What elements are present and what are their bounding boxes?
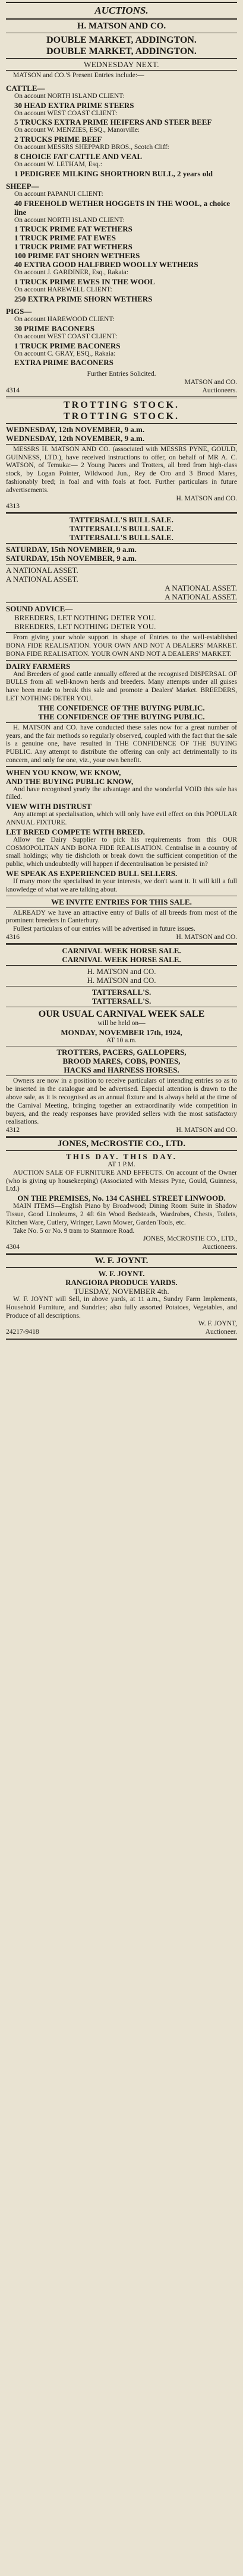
signoff-role: Auctioneers. bbox=[202, 386, 237, 394]
know-line: WHEN YOU KNOW, WE KNOW, bbox=[6, 767, 121, 777]
signoff-firm: MATSON and CO. bbox=[184, 379, 237, 386]
asset-line: A NATIONAL ASSET. bbox=[6, 575, 78, 584]
list-item: On account PAPANUI CLIENT: bbox=[14, 190, 103, 198]
divider bbox=[6, 722, 237, 723]
list-item: 40 FREEHOLD WETHER HOGGETS IN THE WOOL, a choice line bbox=[14, 198, 230, 217]
trotting-date: WEDNESDAY, 12th NOVEMBER, 9 a.m. bbox=[6, 424, 145, 434]
carnival-body: Owners are now in a position to receive particulars of intending entries so as to be inserted in the catalogue and be advertised. Especial attention is drawn to the above sale, as it is recognised as an annual fixture and is always held at the time of the Carnival Meeting, bringing together an extraordinarily wide competition in buyers, and the ready responses have provided sellers with the most satisfactory realisations. bbox=[6, 1077, 237, 1126]
list-item: On account HAREWOOD CLIENT: bbox=[14, 315, 115, 323]
bull-sale-title: TATTERSALL'S BULL SALE. bbox=[70, 515, 173, 525]
invite-line: WE INVITE ENTRIES FOR THIS SALE. bbox=[51, 897, 192, 906]
carnival-place: TATTERSALL'S. bbox=[91, 996, 152, 1005]
carnival-stock: BROOD MARES, COBS, PONIES, bbox=[62, 1057, 181, 1066]
section-heading: AUCTIONS. bbox=[94, 5, 149, 16]
list-item: EXTRA PRIME BACONERS bbox=[14, 358, 113, 367]
asset-line: A NATIONAL ASSET. bbox=[6, 566, 78, 575]
list-item: 1 PEDIGREE MILKING SHORTHORN BULL, 2 years old bbox=[14, 169, 213, 178]
joynt-sub: W. F. JOYNT. bbox=[98, 1268, 145, 1278]
jones-day: THIS DAY. THIS DAY. bbox=[66, 1152, 177, 1162]
bull-body-para: Any attempt at specialisation, which will only have evil effect on this POPULAR ANNUAL FIXTURE. bbox=[6, 811, 237, 827]
sheep-list bbox=[6, 191, 237, 303]
list-item: 1 TRUCK PRIME FAT WETHERS bbox=[14, 242, 132, 252]
divider bbox=[6, 444, 237, 445]
bull-sale-date: SATURDAY, 15th NOVEMBER, 9 a.m. bbox=[6, 554, 137, 563]
ad-ref-number: 4313 bbox=[6, 503, 20, 510]
bull-body-para: If many more the specialised in your interests, we don't want it. It will kill a full knowledge of what we are talking about. bbox=[6, 878, 237, 893]
advice-line: BREEDERS, LET NOTHING DETER YOU. bbox=[14, 613, 156, 623]
market-line: DOUBLE MARKET, ADDINGTON. bbox=[46, 35, 197, 45]
confidence-line: THE CONFIDENCE OF THE BUYING PUBLIC. bbox=[38, 703, 205, 712]
pigs-heading: PIGS— bbox=[6, 306, 32, 316]
cattle-list bbox=[6, 93, 237, 178]
jones-time: AT 1 P.M. bbox=[108, 1161, 135, 1169]
list-item: 1 TRUCK PRIME FAT WETHERS bbox=[14, 224, 132, 234]
signoff-firm: H. MATSON and CO. bbox=[176, 494, 237, 502]
carnival-horse-sale-ad bbox=[6, 946, 237, 1135]
divider bbox=[6, 965, 237, 966]
list-item: On account HAREWELL CLIENT: bbox=[14, 286, 112, 294]
bull-body-para: From giving your whole support in shape of Entries to the well-established BONA FIDE REALISATION. YOUR OWN AND NOT A DEALERS' MARKET. BONA FIDE REALISATION. YOUR OWN AND NOT A DEALERS' MARKET. bbox=[6, 634, 237, 658]
signoff-row bbox=[6, 1328, 237, 1337]
know-line: AND THE BUYING PUBLIC KNOW, bbox=[6, 776, 134, 786]
carnival-date: MONDAY, NOVEMBER 17th, 1924, bbox=[61, 1027, 182, 1037]
divider bbox=[6, 1150, 237, 1151]
trotting-title: TROTTING STOCK. bbox=[64, 399, 179, 410]
list-item: On account J. GARDINER, Esq., Rakaia: bbox=[14, 269, 128, 277]
firm-name: H. MATSON AND CO. bbox=[77, 21, 166, 31]
experienced-line: WE SPEAK AS EXPERIENCED BULL SELLERS. bbox=[6, 869, 178, 878]
list-item: 8 CHOICE FAT CATTLE AND VEAL bbox=[14, 151, 143, 161]
sheep-heading: SHEEP— bbox=[6, 181, 39, 191]
signoff-role: Auctioneers. bbox=[202, 1243, 237, 1251]
carnival-stock: TROTTERS, PACERS, GALLOPERS, bbox=[56, 1048, 187, 1057]
matson-sale-ad bbox=[6, 21, 237, 395]
cattle-heading: CATTLE— bbox=[6, 83, 45, 93]
divider bbox=[6, 1267, 237, 1268]
signoff-role: Auctioneer. bbox=[205, 1328, 237, 1336]
jones-tram: Take No. 5 or No. 9 tram to Stanmore Road. bbox=[13, 1227, 135, 1235]
dairy-heading: DAIRY FARMERS bbox=[6, 661, 71, 671]
signoff-firm: JONES, McCROSTIE CO., LTD., bbox=[143, 1235, 237, 1243]
advice-heading: SOUND ADVICE— bbox=[6, 604, 73, 614]
breed-line: LET BREED COMPETE WITH BREED. bbox=[6, 827, 145, 836]
carnival-usual: OUR USUAL CARNIVAL WEEK SALE bbox=[38, 1008, 205, 1019]
market-line: DOUBLE MARKET, ADDINGTON. bbox=[46, 46, 197, 56]
carnival-title: CARNIVAL WEEK HORSE SALE. bbox=[62, 954, 181, 964]
bull-body-para: Allow the Dairy Supplier to pick his requirements from this OUR COSMOPOLITAN AND BONA FIDE REALISATION. Centralise in a country of small holdings; why tie dishcloth or break down the sufficient competition of the public, which undoubtedly will happen if decentralisation be persisted in? bbox=[6, 836, 237, 868]
ad-separator bbox=[6, 943, 237, 945]
jones-mccrostie-ad bbox=[6, 1139, 237, 1252]
list-item: 2 TRUCKS PRIME BEEF bbox=[14, 135, 102, 144]
newspaper-column bbox=[6, 2, 237, 1340]
signoff-row bbox=[6, 934, 237, 942]
confidence-line: THE CONFIDENCE OF THE BUYING PUBLIC. bbox=[38, 712, 205, 721]
bull-body-para: H. MATSON and CO. have conducted these sales now for a great number of years, and the fair methods so regularly observed, coupled with the fact that the sale is a genuine one, have resulted in THE CONFIDENCE OF THE BUYING PUBLIC. Any attempt to distribute the offering can only act detrimentally to its concern, and only for one, viz., your own benefit. bbox=[6, 724, 237, 764]
signoff-row bbox=[6, 1243, 237, 1252]
divider bbox=[6, 660, 237, 661]
ad-ref-number: 4314 bbox=[6, 386, 20, 394]
divider bbox=[6, 543, 237, 544]
bull-sale-date: SATURDAY, 15th NOVEMBER, 9 a.m. bbox=[6, 545, 137, 554]
ad-separator bbox=[6, 512, 237, 514]
list-item: 30 HEAD EXTRA PRIME STEERS bbox=[14, 100, 134, 110]
carnival-time: AT 10 a.m. bbox=[106, 1036, 137, 1044]
list-item: 100 PRIME FAT SHORN WETHERS bbox=[14, 251, 140, 261]
firm-name: W. F. JOYNT. bbox=[94, 1255, 149, 1265]
ad-ref-number: 4316 bbox=[6, 934, 20, 941]
trotting-date: WEDNESDAY, 12th NOVEMBER, 9 a.m. bbox=[6, 433, 145, 443]
intro-text: MATSON and CO.'S Present Entries include:— bbox=[13, 72, 144, 79]
distrust-line: VIEW WITH DISTRUST bbox=[6, 802, 92, 811]
section-rule bbox=[6, 18, 237, 20]
list-item: 1 TRUCK PRIME BACONERS bbox=[14, 341, 121, 350]
joynt-day: TUESDAY, NOVEMBER 4th. bbox=[74, 1286, 169, 1296]
list-item: On account W. MENZIES, ESQ., Manorville: bbox=[14, 126, 140, 134]
list-item: On account W. LETHAM, Esq.: bbox=[14, 160, 102, 168]
ad-ref-number: 4312 bbox=[6, 1127, 20, 1134]
bull-body-para: ALREADY we have an attractive entry of Bulls of all breeds from most of the prominent breeders in Canterbury. bbox=[6, 909, 237, 925]
ad-ref-number: 24217-9418 bbox=[6, 1328, 39, 1336]
signoff-firm: H. MATSON and CO. bbox=[176, 1127, 237, 1134]
jones-premises: ON THE PREMISES, No. 134 CASHEL STREET LINWOOD. bbox=[17, 1194, 226, 1203]
pigs-list bbox=[6, 316, 237, 367]
list-item: 1 TRUCK PRIME EWES IN THE WOOL bbox=[14, 277, 155, 287]
ad-separator bbox=[6, 396, 237, 398]
bull-sale-title: TATTERSALL'S BULL SALE. bbox=[70, 524, 173, 534]
asset-line: A NATIONAL ASSET. bbox=[165, 583, 237, 593]
divider bbox=[6, 602, 237, 603]
carnival-will: will be held on— bbox=[97, 1019, 146, 1027]
list-item: On account NORTH ISLAND CLIENT: bbox=[14, 92, 125, 100]
jones-items: MAIN ITEMS—English Piano by Broadwood; Dining Room Suite in Shadow Tissue, Good Linoleums, 2 4ft 6in Wood Bedsteads, Wardrobes, Chests, Toilets, Kitchen Ware, Cutlery, Wringer, Lawn Mower, Garden Tools, etc. bbox=[6, 1203, 237, 1226]
list-item: 1 TRUCK PRIME FAT EWES bbox=[14, 233, 116, 243]
signoff-firm: H. MATSON and CO. bbox=[176, 934, 237, 941]
ad-separator bbox=[6, 1136, 237, 1138]
trotting-stock-ad bbox=[6, 399, 237, 511]
list-item: 30 PRIME BACONERS bbox=[14, 323, 95, 333]
bull-body-para: And Breeders of good cattle annually offered at the recognised DISPERSAL OF BULLS from all well-known herds and breeders. Many attempts under all guises have been made to break this sale and promote a Dealers' Market. BREEDERS, LET NOTHING DETER YOU. bbox=[6, 670, 237, 702]
list-item: On account MESSRS SHEPPARD BROS., Scotch Cliff: bbox=[14, 144, 169, 151]
asset-line: A NATIONAL ASSET. bbox=[165, 592, 237, 602]
joynt-ad bbox=[6, 1256, 237, 1337]
list-item: On account NORTH ISLAND CLIENT: bbox=[14, 216, 125, 224]
carnival-firm: H. MATSON and CO. bbox=[87, 966, 156, 976]
list-item: On account C. GRAY, ESQ., Rakaia: bbox=[14, 350, 116, 357]
jones-body: AUCTION SALE OF FURNITURE AND EFFECTS. On account of the Owner (who is giving up housekeeping) (Associated with Messrs Pyne, Gould, Guinness, Ltd.) bbox=[6, 1169, 237, 1193]
ad-separator bbox=[6, 1338, 237, 1340]
divider bbox=[6, 423, 237, 424]
carnival-place: TATTERSALL'S. bbox=[91, 987, 152, 997]
firm-name: JONES, McCROSTIE CO., LTD. bbox=[58, 1139, 185, 1149]
trotting-body: MESSRS H. MATSON AND CO. (associated with MESSRS PYNE, GOULD, GUINNESS, LTD.), have received instructions to offer, on behalf of MR A. C. WATSON, of Temuka:— 2 Young Pacers and Trotters, all bred from high-class stock, by Logan Pointer, Wildwood Jun., Rey de Oro and 3 Brood Mares, fashionably bred; in foal and with foals at foot. Further particulars in future advertisements. bbox=[6, 445, 237, 494]
joynt-body: W. F. JOYNT will Sell, in above yards, at 11 a.m., Sundry Farm Implements, Household Furniture, and Sundries; also fully assorted Potatoes, Vegetables, and Produce of all descriptions. bbox=[6, 1295, 237, 1319]
list-item: On account WEST COAST CLIENT: bbox=[14, 332, 118, 340]
signoff-row bbox=[6, 387, 237, 395]
divider bbox=[6, 70, 237, 71]
bull-body-para: And have recognised yearly the advantage and the wonderful VOID this sale has filled. bbox=[6, 785, 237, 801]
top-rule bbox=[6, 2, 237, 3]
further-entries: Further Entries Solicited. bbox=[87, 370, 156, 378]
list-item: 250 EXTRA PRIME SHORN WETHERS bbox=[14, 294, 153, 303]
divider bbox=[6, 766, 237, 767]
bull-sale-ad bbox=[6, 515, 237, 942]
carnival-stock: HACKS and HARNESS HORSES. bbox=[64, 1065, 179, 1075]
bull-body-para: Fullest particulars of our entries will be advertised in future issues. bbox=[13, 925, 195, 933]
trotting-title: TROTTING STOCK. bbox=[64, 411, 179, 421]
list-item: 40 EXTRA GOOD HALFBRED WOOLLY WETHERS bbox=[14, 260, 198, 269]
divider bbox=[6, 58, 237, 59]
ad-ref-number: 4304 bbox=[6, 1243, 20, 1251]
signoff-firm: W. F. JOYNT, bbox=[198, 1320, 237, 1328]
list-item: On account WEST COAST CLIENT: bbox=[14, 109, 118, 117]
divider bbox=[6, 632, 237, 633]
joynt-sub: RANGIORA PRODUCE YARDS. bbox=[65, 1277, 178, 1287]
carnival-firm: H. MATSON and CO. bbox=[87, 975, 156, 985]
bull-sale-title: TATTERSALL'S BULL SALE. bbox=[70, 533, 173, 543]
list-item: 5 TRUCKS EXTRA PRIME HEIFERS AND STEER BEEF bbox=[14, 118, 212, 127]
signoff-row bbox=[6, 1127, 237, 1135]
advice-line: BREEDERS, LET NOTHING DETER YOU. bbox=[14, 622, 156, 632]
ad-separator bbox=[6, 1253, 237, 1255]
carnival-title: CARNIVAL WEEK HORSE SALE. bbox=[62, 946, 181, 955]
sale-day: WEDNESDAY NEXT. bbox=[84, 60, 159, 69]
